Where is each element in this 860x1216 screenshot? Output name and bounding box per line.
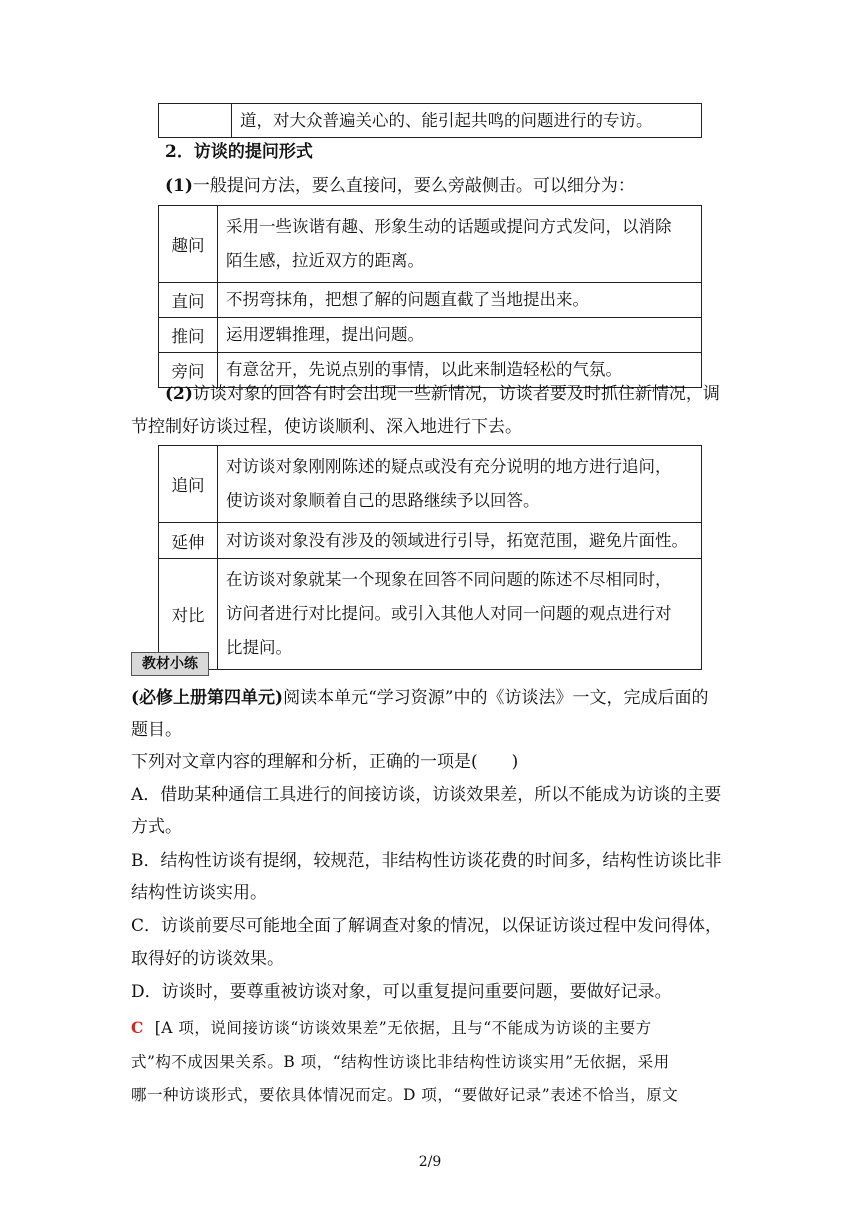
row-line: 有意岔开，先说点别的事情，以此来制造轻松的气氛。 <box>226 360 622 379</box>
answer-line-2: 式”构不成因果关系。B 项，“结构性访谈比非结构性访谈实用”无依据，采用 <box>131 1053 670 1071</box>
paragraph-1: (1)一般提问方法，要么直接问，要么旁敲侧击。可以细分为： <box>165 176 635 196</box>
row-line: 对访谈对象没有涉及的领域进行引导，拓宽范围，避免片面性。 <box>226 530 688 550</box>
question-stem: 下列对文章内容的理解和分析，正确的一项是( ) <box>131 752 519 772</box>
row-line: 陌生感，拉近双方的距离。 <box>226 251 424 270</box>
question-source: (必修上册第四单元) <box>131 688 284 708</box>
paragraph-2-line-2: 节控制好访谈过程，使访谈顺利、深入地进行下去。 <box>131 417 522 437</box>
option-b-line-1: B．结构性访谈有提纲，较规范，非结构性访谈花费的时间多，结构性访谈比非 <box>131 851 722 871</box>
row-content <box>218 523 702 559</box>
option-a-line-1: A．借助某种通信工具进行的间接访谈，访谈效果差，所以不能成为访谈的主要 <box>131 785 722 805</box>
row-content <box>218 318 702 353</box>
table-row <box>159 283 702 318</box>
option-b-line-2: 结构性访谈实用。 <box>131 883 267 903</box>
answer-letter: C <box>131 1018 144 1037</box>
row-content <box>218 283 702 318</box>
top-table-text: 道，对大众普遍关心的、能引起共鸣的问题进行的专访。 <box>232 104 702 138</box>
row-head: 追问 <box>159 446 218 523</box>
table-row <box>159 318 702 353</box>
row-head: 推问 <box>159 318 218 353</box>
page-number: 2/9 <box>418 1154 442 1170</box>
row-head: 直问 <box>159 283 218 318</box>
question-intro-line-2: 题目。 <box>131 720 182 740</box>
row-head: 旁问 <box>159 353 218 388</box>
option-c-line-1: C．访谈前要尽可能地全面了解调查对象的情况，以保证访谈过程中发问得体， <box>131 916 723 936</box>
question-intro-text: 阅读本单元“学习资源”中的《访谈法》一文，完成后面的 <box>283 688 709 708</box>
row-line: 访问者进行对比提问。或引入其他人对同一问题的观点进行对 <box>226 604 672 623</box>
paragraph-2-line-1: 访谈对象的回答有时会出现一些新情况，访谈者要及时抓住新情况，调 <box>192 384 720 404</box>
table-row <box>159 446 702 523</box>
question-methods-table <box>158 205 702 388</box>
table-row <box>159 206 702 283</box>
row-head: 延伸 <box>159 523 218 559</box>
row-content <box>218 446 702 523</box>
section-title: 2．访谈的提问形式 <box>165 142 313 162</box>
row-content <box>218 206 702 283</box>
row-line: 对访谈对象刚刚陈述的疑点或没有充分说明的地方进行追问， <box>226 457 672 476</box>
top-table <box>158 103 702 138</box>
row-line: 使访谈对象顺着自己的思路继续予以回答。 <box>226 491 540 510</box>
option-a-line-2: 方式。 <box>131 817 182 837</box>
row-line: 在访谈对象就某一个现象在回答不同问题的陈述不尽相同时， <box>226 570 672 589</box>
answer-line-1 <box>131 1016 652 1040</box>
row-line: 运用逻辑推理，提出问题。 <box>226 325 424 344</box>
answer-text-1: [A 项，说间接访谈“访谈效果差”无依据，且与“不能成为访谈的主要方 <box>154 1019 652 1037</box>
table-row <box>159 523 702 559</box>
table-row <box>159 559 702 670</box>
row-head: 趣问 <box>159 206 218 283</box>
paragraph-1-text: 一般提问方法，要么直接问，要么旁敲侧击。可以细分为： <box>192 176 635 196</box>
row-head: 对比 <box>159 559 218 670</box>
question-intro <box>131 686 708 710</box>
exercise-tag: 教材小练 <box>131 652 209 676</box>
follow-up-table <box>158 445 702 670</box>
row-line: 采用一些诙谐有趣、形象生动的话题或提问方式发问，以消除 <box>226 217 672 236</box>
row-line: 不拐弯抹角，把想了解的问题直截了当地提出来。 <box>226 290 589 309</box>
row-content <box>218 559 702 670</box>
row-line: 比提问。 <box>226 638 292 657</box>
answer-line-3: 哪一种访谈形式，要依具体情况而定。D 项，“要做好记录”表述不恰当，原文 <box>131 1086 679 1104</box>
option-d: D．访谈时，要尊重被访谈对象，可以重复提问重要问题，要做好记录。 <box>131 982 672 1002</box>
paragraph-2: (2)访谈对象的回答有时会出现一些新情况，访谈者要及时抓住新情况，调 <box>165 384 720 404</box>
option-c-line-2: 取得好的访谈效果。 <box>131 949 284 969</box>
top-table-empty-cell <box>159 104 232 138</box>
